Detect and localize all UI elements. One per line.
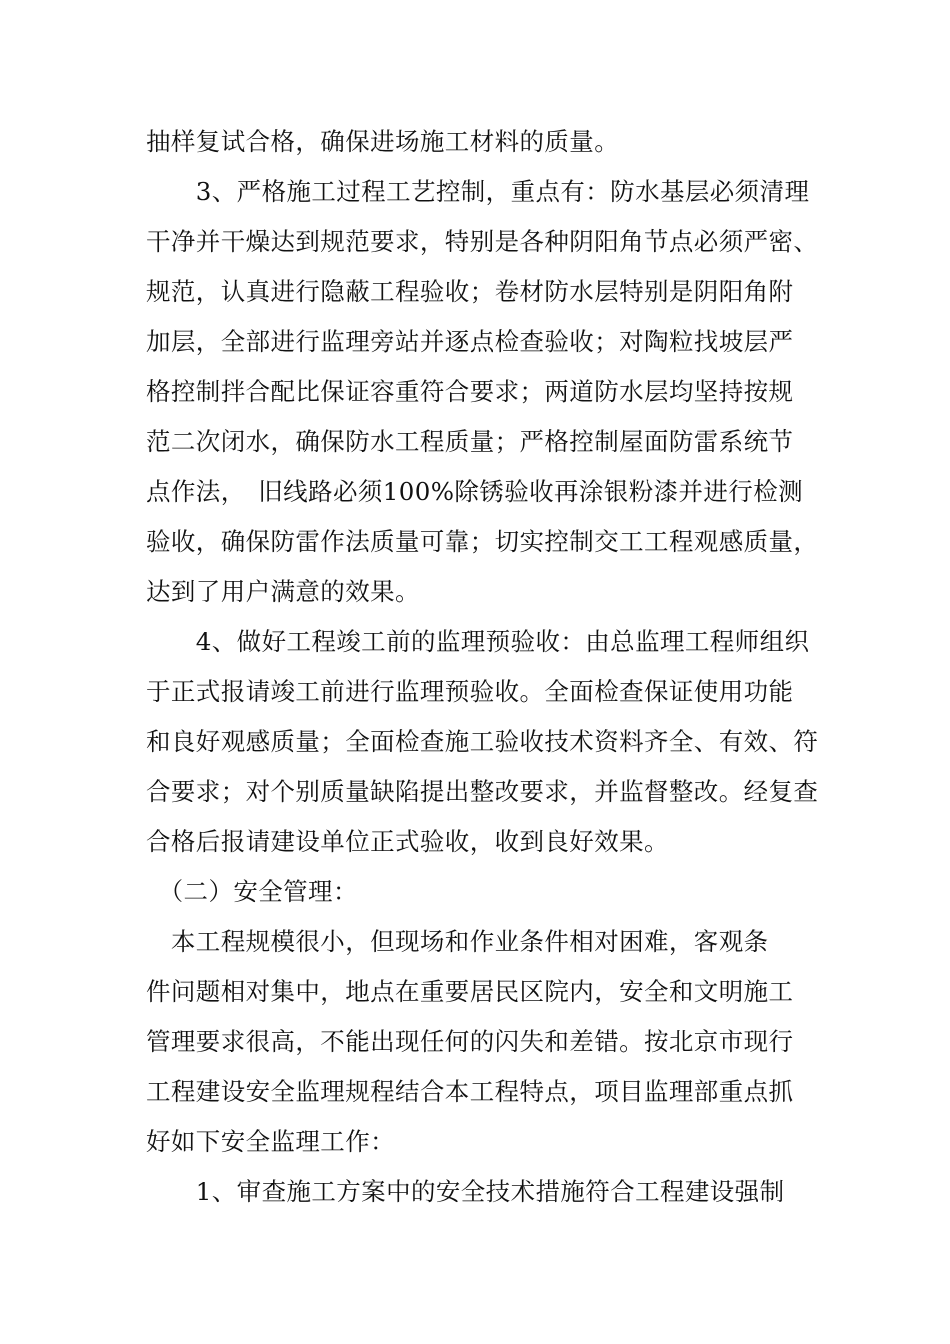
text-line: 件问题相对集中，地点在重要居民区院内，安全和文明施工	[146, 977, 794, 1006]
text-line: 3、严格施工过程工艺控制，重点有：防水基层必须清理	[146, 177, 810, 206]
text-line: 管理要求很高，不能出现任何的闪失和差错。按北京市现行	[146, 1027, 794, 1056]
text-line: 合要求；对个别质量缺陷提出整改要求，并监督整改。经复查	[146, 777, 819, 806]
text-line: 抽样复试合格，确保进场施工材料的质量。	[146, 127, 620, 156]
text-line: 格控制拌合配比保证容重符合要求；两道防水层均坚持按规	[146, 377, 794, 406]
text-line: 规范，认真进行隐蔽工程验收；卷材防水层特别是阴阳角附	[146, 277, 794, 306]
text-line: 和良好观感质量；全面检查施工验收技术资料齐全、有效、符	[146, 727, 819, 756]
text-line: 点作法， 旧线路必须100%除锈验收再涂银粉漆并进行检测	[146, 477, 803, 506]
text-line: 4、做好工程竣工前的监理预验收：由总监理工程师组织	[146, 627, 810, 656]
text-line: 合格后报请建设单位正式验收，收到良好效果。	[146, 827, 669, 856]
text-line: 工程建设安全监理规程结合本工程特点，项目监理部重点抓	[146, 1077, 794, 1106]
text-line: 本工程规模很小，但现场和作业条件相对困难，客观条	[146, 927, 769, 956]
text-line: 1、审查施工方案中的安全技术措施符合工程建设强制	[146, 1177, 785, 1206]
text-line: 验收，确保防雷作法质量可靠；切实控制交工工程观感质量，	[146, 527, 819, 556]
text-line: 达到了用户满意的效果。	[146, 577, 420, 606]
text-line: 好如下安全监理工作：	[146, 1127, 395, 1156]
text-line: 范二次闭水，确保防水工程质量；严格控制屋面防雷系统节	[146, 427, 794, 456]
text-line: 干净并干燥达到规范要求，特别是各种阴阳角节点必须严密、	[146, 227, 819, 256]
text-line: 加层，全部进行监理旁站并逐点检查验收；对陶粒找坡层严	[146, 327, 794, 356]
section-heading: （二）安全管理：	[146, 877, 358, 906]
text-line: 于正式报请竣工前进行监理预验收。全面检查保证使用功能	[146, 677, 794, 706]
